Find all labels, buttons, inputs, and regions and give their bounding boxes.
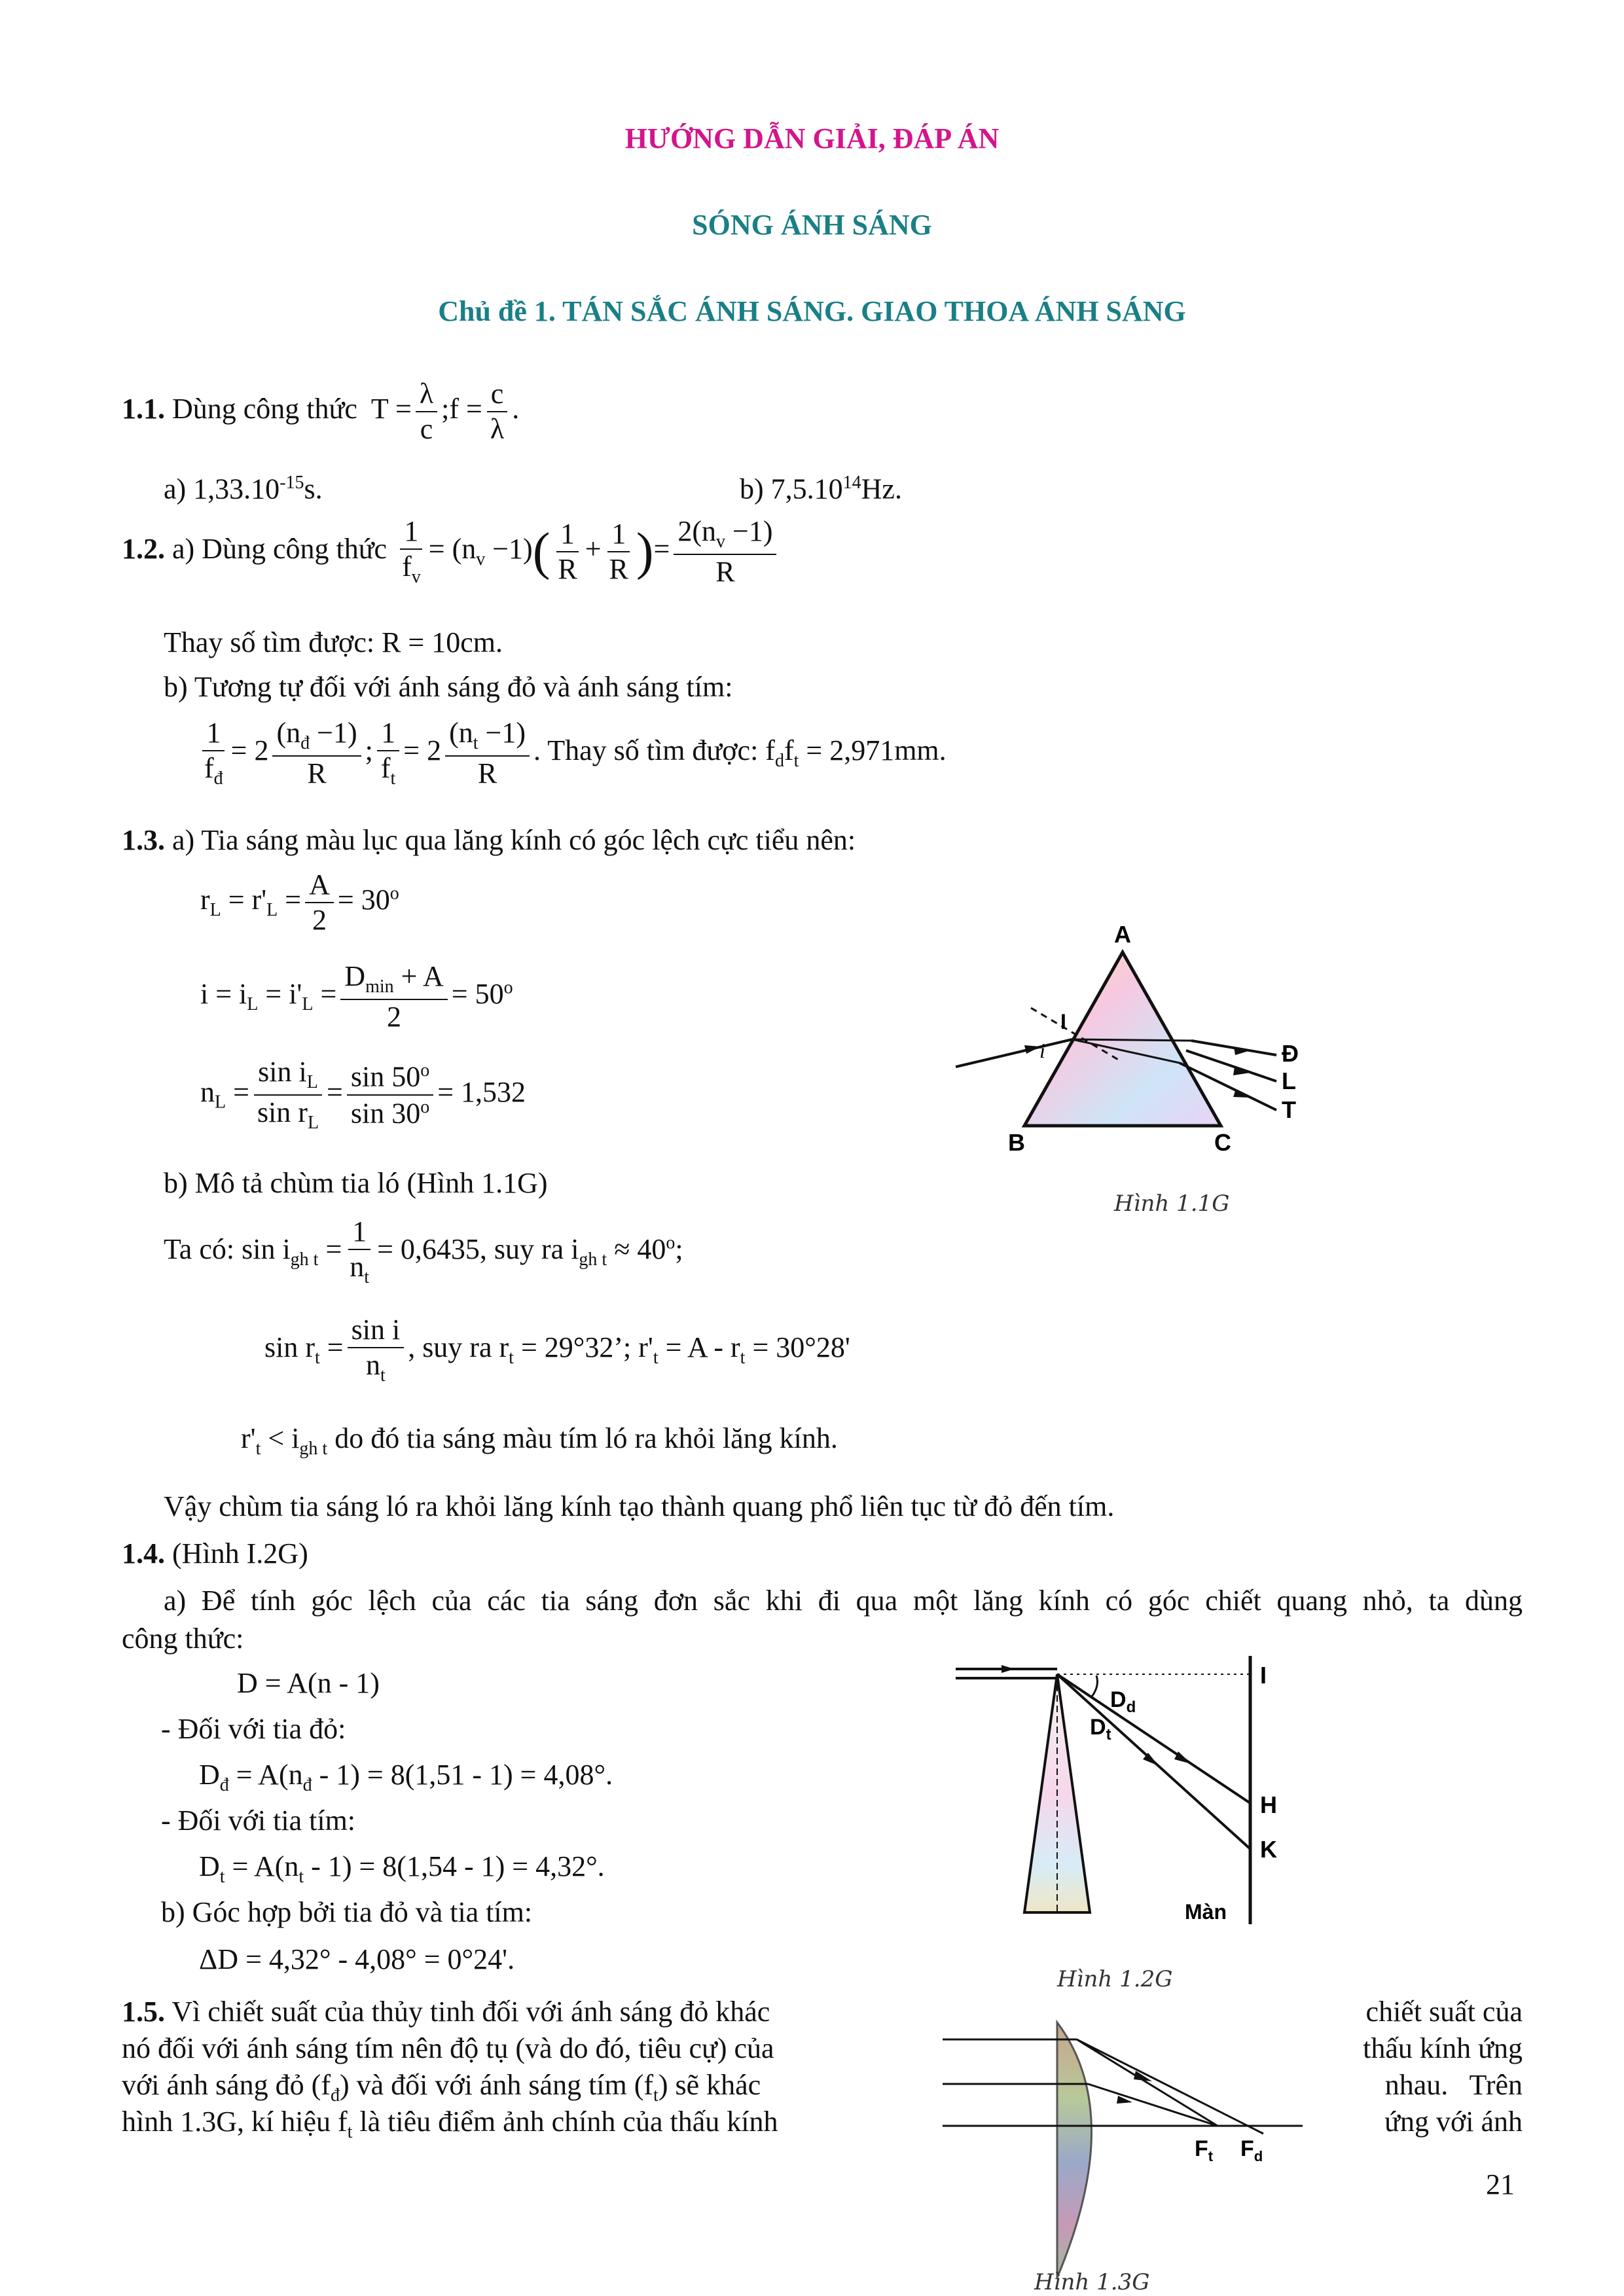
refracted-ray-d (1072, 1039, 1191, 1041)
answer-a-text: a) 1,33.10 (164, 473, 280, 505)
eq-i-value: = 50 (451, 977, 504, 1010)
conclusion-1-3: Vậy chùm tia sáng ló ra khỏi lăng kính tạo thành quang phổ liên tục từ đỏ đến tím. (164, 1490, 1115, 1522)
label-fd: F (1240, 2136, 1254, 2161)
figure-1-3g (936, 2016, 1303, 2296)
ray-top-out-red (1077, 2039, 1263, 2134)
caption-1-2g: Hình 1.2G (1057, 1966, 1173, 1992)
problem-number: 1.1. (122, 393, 165, 425)
eq-n: $n_L$ = $\frac{\sin i_L}{\sin r_L}$ = $\frac{\sin 50^o}{\sin 30^o}$ = 1,532 (200, 1056, 526, 1133)
label-h: H (1260, 1791, 1277, 1818)
problem-text: a) Dùng công thức (172, 532, 388, 565)
sinr-value: = 29°32’; r (513, 1331, 648, 1363)
compare-text: do đó tia sáng màu tím ló ra khỏi lăng kính. (334, 1422, 838, 1454)
red-eq-b: = A(n (228, 1759, 303, 1791)
label-c: C (1214, 1129, 1231, 1156)
label-angle-i: i (1039, 1039, 1045, 1062)
eq-critical: Ta có: $\sin i_{gh t}$ = $\frac{1}{n_t}$ = 0,6435, suy ra $i_{gh t} \approx 40^o$; (164, 1215, 683, 1287)
red-eq-a: D (199, 1759, 220, 1791)
page-number: 21 (1486, 2168, 1515, 2200)
label-dd: D (1110, 1687, 1127, 1712)
chapter-title: SÓNG ÁNH SÁNG (692, 209, 932, 241)
problem-1-5-line-2: nó đối với ánh sáng tím nên độ tụ (và do đó, tiêu cự) của (122, 2032, 774, 2064)
critical-angle: ≈ 40 (614, 1232, 666, 1265)
problem-1-3-b: b) Mô tả chùm tia ló (Hình 1.1G) (164, 1167, 548, 1199)
svg-text:Dd: $D_d$ (1110, 1687, 1136, 1716)
label-k: K (1260, 1836, 1277, 1863)
svg-text:Fd: $F_d$ (1240, 2136, 1263, 2164)
result-r: Thay số tìm được: R = 10cm. (164, 626, 503, 658)
answer-a-exp: -15 (280, 473, 304, 493)
problem-1-4 (122, 1539, 308, 1568)
right-line-1: chiết suất của (1365, 1996, 1523, 2028)
eq-r-value: = 30 (337, 884, 390, 916)
problem-1-5-line-4: hình 1.3G, kí hiệu $f_t$ là tiêu điểm ảnh chính của thấu kính (122, 2106, 778, 2142)
eq-compare: $r'_t < i_{gh t}$ do đó tia sáng màu tím ló ra khỏi lăng kính. (241, 1422, 838, 1459)
label-b: B (1008, 1129, 1025, 1156)
problem-number: 1.5. (122, 1996, 165, 2028)
critical-value: = 0,6435, suy ra (377, 1232, 564, 1265)
red-label: - Đối với tia đỏ: (161, 1713, 346, 1745)
problem-1-4-b: b) Góc hợp bởi tia đỏ và tia tím: (161, 1896, 533, 1928)
caption-1-3g: Hình 1.3G (1034, 2269, 1150, 2295)
svg-text:Ft: $F_t$ (1195, 2136, 1214, 2164)
problem-1-5-line-3: với ánh sáng đỏ $(f_đ)$ và đối với ánh sáng tím $(f_t)$ sẽ khác (122, 2069, 761, 2106)
eq-r: $r_L = r'_L$ = $\frac{A}{2}$ = $30^o$ (200, 869, 399, 936)
figure-ref: (Hình I.2G) (172, 1537, 308, 1570)
formula: D = A(n - 1) (237, 1667, 380, 1699)
figure-1-2g (943, 1636, 1309, 2003)
emergent-ray-l (1186, 1050, 1276, 1081)
answer-b-unit: Hz. (861, 473, 902, 505)
eq-sinr: $\sin r_t$ = $\frac{\text{sin i}}{n_t}$ , suy ra $r_t = 29^\circ 32$’; $r'_t = A - r_t = 30^\circ 28'$ (264, 1314, 850, 1386)
problem-text: a) Tia sáng màu lục qua lăng kính có góc lệch cực tiểu nên: (172, 824, 856, 856)
caption-1-1g: Hình 1.1G (1114, 1191, 1230, 1217)
label-dt: D (1090, 1715, 1106, 1740)
focal-result: . Thay số tìm được: f (533, 734, 775, 766)
incident-ray (956, 1039, 1072, 1067)
emergent-ray-d (1191, 1041, 1276, 1055)
problem-number: 1.3. (122, 824, 165, 856)
violet-equation: $D_t = A(n_t - 1) = 8(1,54 - 1) = 4,32^\circ$. (199, 1850, 605, 1887)
label-l: L (1282, 1067, 1296, 1094)
answer-a (164, 474, 323, 504)
lens (1057, 2022, 1092, 2278)
sinr-value-2: = A - r (658, 1331, 740, 1363)
problem-1-1: 1.1. Dùng công thức T = $\frac{\lambda}{c}$ ;f = $\frac{c}{\lambda}$ . (122, 378, 520, 445)
violet-eq-c: - 1) = 8(1,54 - 1) = 4,32°. (304, 1850, 605, 1882)
label-i: I (1260, 1662, 1267, 1689)
answer-b (740, 474, 902, 504)
left-line-3: với ánh sáng đỏ (f (122, 2069, 331, 2101)
label-a: A (1114, 921, 1131, 948)
focal-result-value: = 2,971mm. (799, 734, 947, 766)
right-line-2: thấu kính ứng (1363, 2032, 1523, 2064)
right-line-3: nhau. Trên (1384, 2069, 1523, 2101)
left-line-3-b: ) và đối với ánh sáng tím (f (339, 2069, 654, 2101)
focal-equations: $\frac{1}{f_đ}$ = 2 $\frac{(n_đ -1)}{R}$ ; $\frac{1}{f_t}$ = 2 $\frac{(n_t -1)}{R}$ . Thay số tìm được: $f_df_t = 2,971mm$. (196, 719, 947, 788)
sinr-value-3: = 30°28' (745, 1331, 850, 1363)
problem-1-2: 1.2. a) Dùng công thức $\frac{1}{f_v}$ = $(n_v -1)$( $\frac{1}{R}$ + $\frac{1}{R}$ )= $\frac{2(n_v -1)}{R}$ (122, 517, 780, 586)
problem-number: 1.4. (122, 1537, 165, 1570)
label-screen: Màn (1185, 1900, 1227, 1924)
page-title: HƯỚNG DẪN GIẢI, ĐÁP ÁN (624, 122, 1000, 154)
left-line-4: hình 1.3G, kí hiệu f (122, 2106, 348, 2138)
eq-i: $i = i_L = i'_L$ = $\frac{D_{min} + A}{2}$ = $50^o$ (200, 960, 513, 1033)
problem-text: Dùng công thức (172, 393, 357, 425)
label-d: Đ (1282, 1040, 1299, 1067)
problem-1-3 (122, 826, 856, 855)
red-eq-c: - 1) = 8(1,51 - 1) = 4,08°. (312, 1759, 613, 1791)
violet-eq-a: D (199, 1850, 220, 1882)
label-ft: F (1195, 2136, 1208, 2161)
problem-1-2-b: b) Tương tự đối với ánh sáng đỏ và ánh sáng tím: (164, 671, 733, 703)
problem-1-5-line-1 (122, 1998, 911, 2026)
sinr-text: , suy ra r (408, 1331, 509, 1363)
violet-eq-b: = A(n (225, 1850, 299, 1882)
problem-number: 1.2. (122, 532, 165, 565)
problem-1-4-a: a) Để tính góc lệch của các tia sáng đơn sắc khi đi qua một lăng kính có góc chiết quang nhỏ, ta dùng (164, 1585, 1523, 1617)
right-line-4: ứng với ánh (1384, 2106, 1523, 2138)
answer-a-unit: s. (304, 473, 323, 505)
answer-b-text: b) 7,5.10 (740, 473, 843, 505)
left-line-3-c: ) sẽ khác (658, 2069, 761, 2101)
label-t: T (1282, 1096, 1296, 1123)
violet-label: - Đối với tia tím: (161, 1804, 356, 1837)
figure-1-1g (943, 916, 1335, 1257)
delta-d: ΔD = 4,32° - 4,08° = 0°24'. (199, 1943, 515, 1975)
problem-1-4-a-2: công thức: (122, 1623, 244, 1655)
label-i: I (1060, 1010, 1066, 1033)
deviation-arc (1092, 1676, 1097, 1696)
ta-co-label: Ta có: (164, 1232, 235, 1265)
red-ray (1057, 1674, 1250, 1803)
eq-n-value: = 1,532 (437, 1075, 526, 1108)
topic-title: Chủ đề 1. TÁN SẮC ÁNH SÁNG. GIAO THOA ÁNH SÁNG (438, 295, 1186, 327)
red-equation: $D_đ = A(n_đ - 1) = 8(1,51 - 1) = 4,08^\circ$. (199, 1759, 613, 1795)
answer-b-exp: 14 (842, 473, 861, 493)
ray-top-out-violet (1077, 2039, 1218, 2126)
left-line-4-b: là tiêu điểm ảnh chính của thấu kính (352, 2106, 778, 2138)
svg-text:Dt: $D_t$ (1090, 1715, 1111, 1744)
left-line-1: Vì chiết suất của thủy tinh đối với ánh sáng đỏ khác (171, 1996, 770, 2028)
ray-mid-out (1088, 2084, 1218, 2126)
